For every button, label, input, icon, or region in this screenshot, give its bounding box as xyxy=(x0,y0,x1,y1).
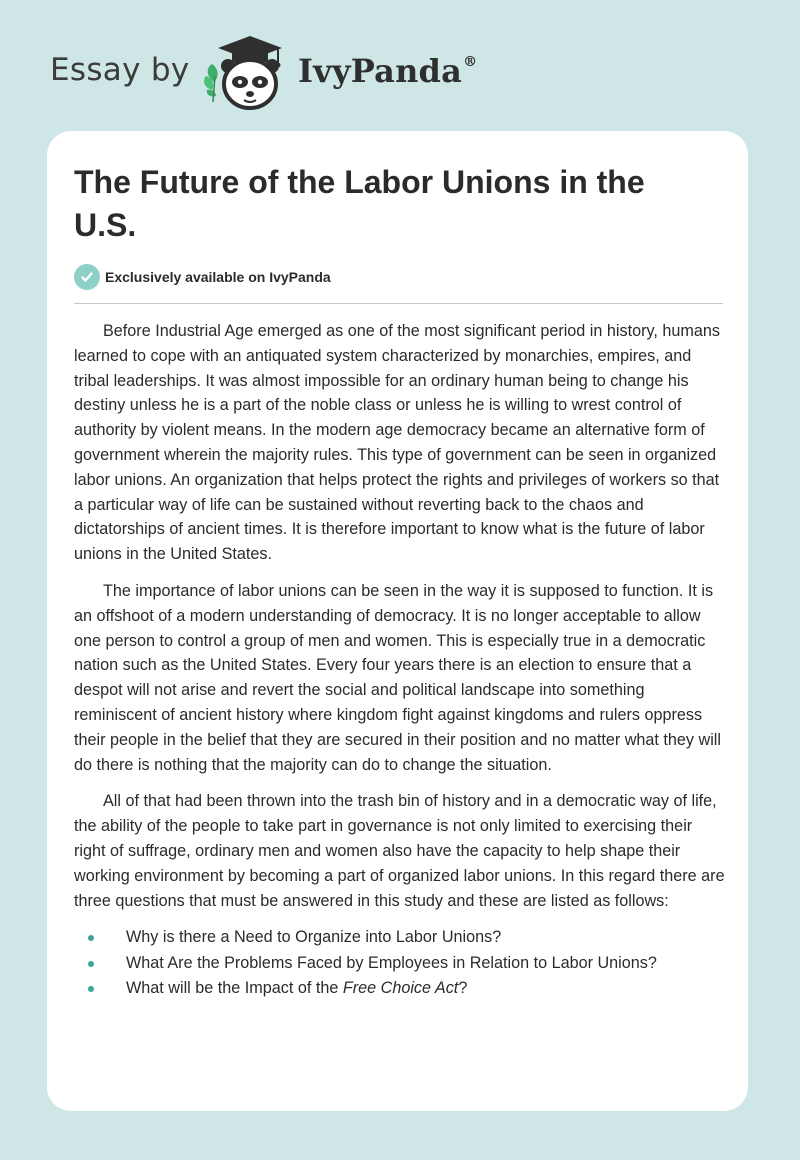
essay-body xyxy=(74,319,726,1002)
question-text: Why is there a Need to Organize into Labor Unions? xyxy=(126,928,502,947)
question-suffix: ? xyxy=(458,979,468,998)
site-header xyxy=(50,30,510,110)
essay-card xyxy=(47,131,748,1111)
exclusive-badge-text: Exclusively available on IvyPanda xyxy=(105,269,331,285)
list-item xyxy=(74,925,726,951)
paragraph-3: All of that had been thrown into the trash bin of history and in a democratic way of life, the ability of the people to take part in governance is not only limited to exercising their right of suffrage, ordinary men and women also have the capacity to help shape their working environment by becoming a part of organized labor unions. In this regard there are three questions that must be answered in this study and these are listed as follows: xyxy=(74,792,725,910)
list-item xyxy=(74,976,726,1002)
leaf-icon xyxy=(204,64,218,102)
brand-text: IvyPanda xyxy=(298,52,463,90)
question-prefix: What will be the Impact of the xyxy=(126,979,343,998)
questions-list xyxy=(74,925,726,1002)
free-choice-act-title: Free Choice Act xyxy=(342,979,459,998)
exclusive-badge xyxy=(74,263,331,291)
check-icon xyxy=(74,264,100,290)
title-divider xyxy=(74,303,723,304)
paragraph-1: Before Industrial Age emerged as one of the most significant period in history, humans learned to cope with an antiquated system characterized by monarchies, empires, and tribal leaderships. It was almost impossible for an ordinary human being to change his destiny unless he is a part of the noble class or unless he is willing to wrest control of authority by violent means. In the modern age democracy became an alternative form of government wherein the majority rules. This type of government can be seen in organized labor unions. An organization that helps protect the rights and privileges of workers so that a particular way of life can be sustained without reverting back to the chaos and dictatorships of ancient times. It is therefore important to know what is the future of labor unions in the United States. xyxy=(74,322,720,564)
page-title: The Future of the Labor Unions in the U.S. xyxy=(74,164,645,243)
bullet-icon xyxy=(88,986,94,992)
question-text: What Are the Problems Faced by Employees in Relation to Labor Unions? xyxy=(126,953,657,972)
bullet-icon xyxy=(88,935,94,941)
registered-mark: ® xyxy=(463,54,478,70)
panda-logo-icon[interactable] xyxy=(202,32,292,112)
essay-by-label: Essay by xyxy=(50,52,190,88)
bullet-icon xyxy=(88,961,94,967)
list-item xyxy=(74,951,726,977)
paragraph-2: The importance of labor unions can be seen in the way it is supposed to function. It is an offshoot of a modern understanding of democracy. It is no longer acceptable to allow one person to control a group of men and women. This is especially true in a democratic nation such as the United States. Every four years there is an election to ensure that a despot will not arise and revert the social and political landscape into something reminiscent of ancient history where kingdom fight against kingdoms and rulers oppress their people in the belief that they are secured in their position and no matter what they will do there is nothing that the majority can do to change the situation. xyxy=(74,581,721,774)
brand-name[interactable] xyxy=(298,52,477,90)
panda-face-icon xyxy=(221,59,279,108)
